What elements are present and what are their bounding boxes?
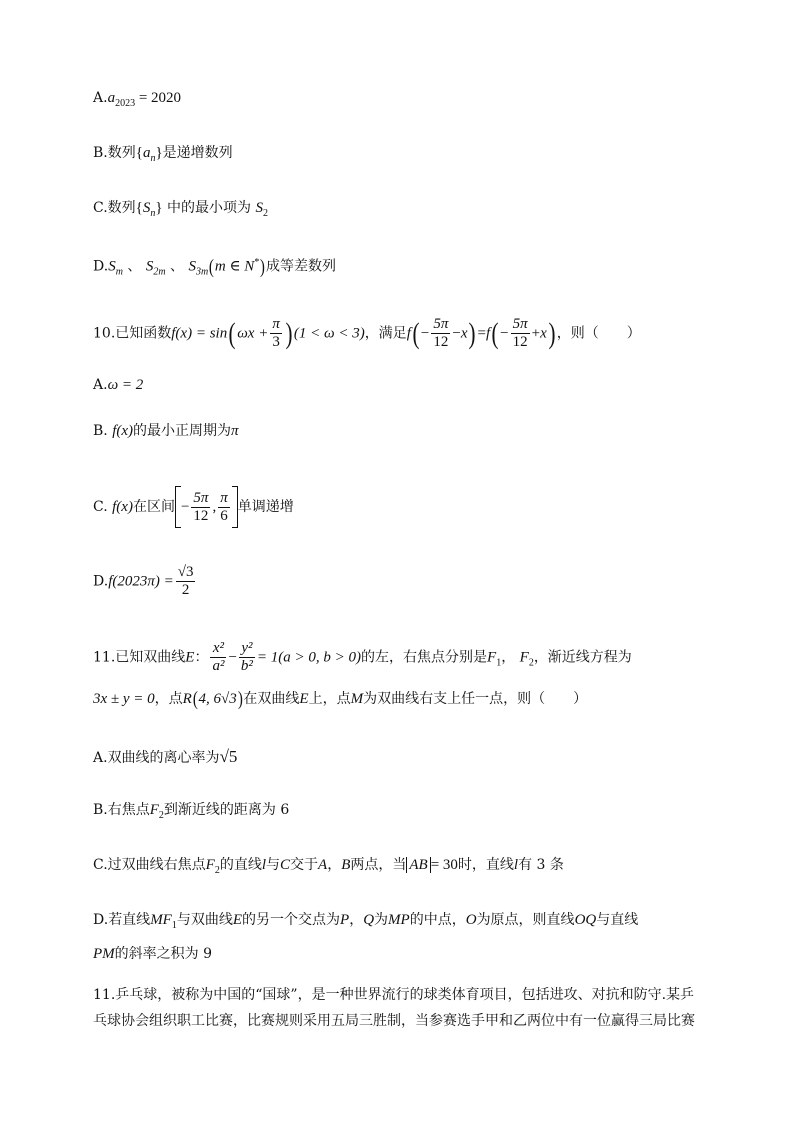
q12-stem-line1: 11.乒乓球，被称为中国的“国球”，是一种世界流行的球类体育项目，包括进攻、对抗和防守.某乒 bbox=[93, 987, 695, 1003]
q10-option-d: D.f(2023π) = $\frac{√3}{2}$ bbox=[93, 564, 194, 598]
q9-option-c: C.数列$\{S_n\}$ 中的最小项为 $S_2$ bbox=[93, 200, 268, 219]
q11-stem-line2: 3x ± y = 0，点R(4, 6√3)在双曲线E上，点M为双曲线右支上任一点，则（ ） bbox=[93, 688, 588, 710]
q9-option-b: B.数列$\{a_n\}$是递增数列 bbox=[93, 145, 233, 164]
q10-option-b: B. f(x)的最小正周期为π bbox=[93, 423, 239, 439]
q11-option-a: A.双曲线的离心率为√5 bbox=[93, 747, 238, 766]
q12-stem-line2: 乓球协会组织职工比赛，比赛规则采用五局三胜制，当参赛选手甲和乙两位中有一位赢得三局比赛 bbox=[93, 1013, 695, 1029]
q11-option-d: D.若直线$MF_1$与双曲线E的另一个交点为P，Q为MP的中点，O为原点，则直线OQ与直线 bbox=[93, 912, 639, 931]
q11-option-c: C.过双曲线右焦点$F_2$的直线l与C交于A，B两点，当 AB = 30时，直线l有 3 条 bbox=[93, 857, 564, 876]
q11-option-d-cont: PM的斜率之积为 9 bbox=[93, 946, 213, 962]
q10-option-c: C. f(x)在区间 − $\frac{5\pi}{12}$ , $\frac{\pi}{6}$ 单调递增 bbox=[93, 486, 294, 528]
q9-option-a: $A.a_{2023} = 2020$ bbox=[93, 90, 182, 109]
q10-option-a: A.ω = 2 bbox=[93, 377, 144, 393]
q11-option-b: B.右焦点$F_2$到渐近线的距离为 6 bbox=[93, 802, 290, 821]
q10-stem: 10.已知函数f(x) = sin( ωx + $\frac{\pi}{3}$ ) (1 < ω < 3)，满足f( − $\frac{5\pi}{12}$ −x) =f( − $\frac{5\pi}{12}$ +x) ，则（ ） bbox=[93, 316, 641, 350]
q9-option-d: $D.S_m$ 、 $S_{2m}$ 、 $S_{3m}(m$ ∈ N*)成等差数列 bbox=[93, 255, 336, 278]
q11-stem-line1: 11.已知双曲线E： $\frac{\text{x²}}{\text{a²}}$ − $\frac{\text{y²}}{\text{b²}}$ = 1(a > 0, b > 0)的左，右焦点分别是$F_1$， $F_2$，渐近线方程为 bbox=[93, 640, 632, 674]
